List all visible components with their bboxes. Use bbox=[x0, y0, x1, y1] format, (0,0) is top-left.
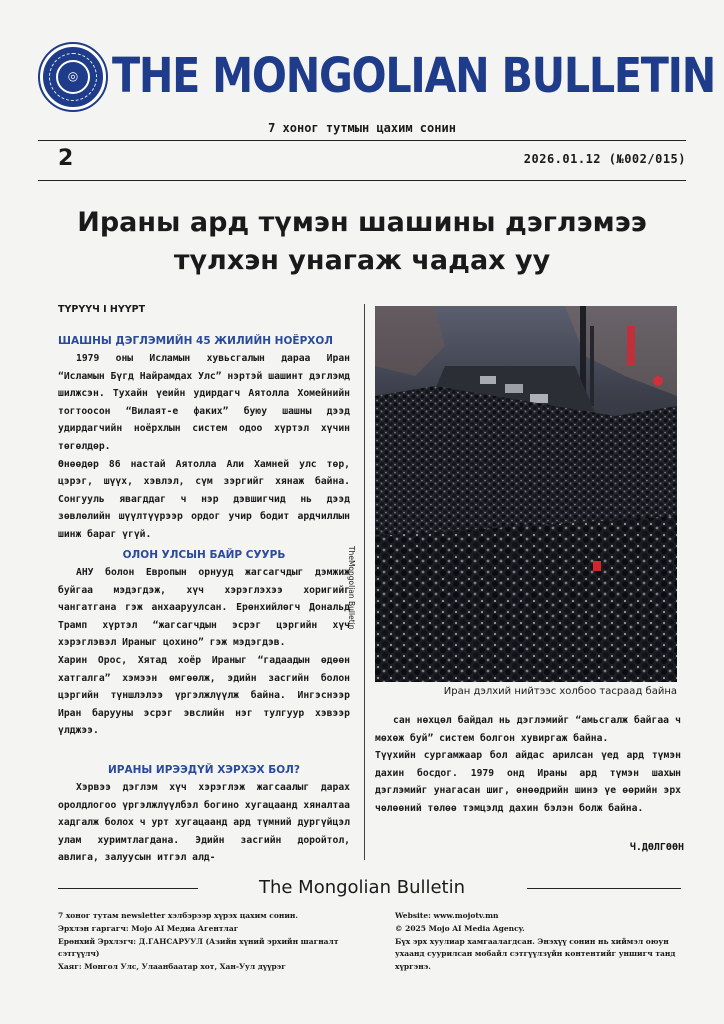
body-block-1 bbox=[58, 350, 350, 544]
footer-line: 7 хоног тутам newsletter хэлбэрээр хүрэх цахим сонин. bbox=[58, 911, 299, 920]
photo-credit: TheMongolian Bulletin bbox=[347, 546, 356, 630]
paragraph: Хэрвээ дэглэм хүч хэрэглэж жагсаалыг дарах оролдлогоо үргэлжлүүлбэл богино хугацаанд хяналтаа хадгалж болох ч урт хугацаанд ард түмний дургүйцэл улам хуримтлагдана. Эдийн засгийн доройтол, авлига, залуусын итгэл алд- bbox=[58, 782, 350, 864]
issue-dateline: 2026.01.12 (№002/015) bbox=[523, 152, 686, 166]
author-byline: Ч.ДӨЛГӨӨН bbox=[629, 842, 684, 853]
footer-line: Эрхлэн гаргагч: Mojo AI Медиа Агентлаг bbox=[58, 923, 239, 933]
footer-left-info bbox=[58, 910, 358, 974]
body-block-4 bbox=[375, 712, 681, 818]
footer-right-rule bbox=[527, 888, 681, 889]
globe-icon: ◎ bbox=[67, 69, 79, 83]
column-divider bbox=[364, 304, 365, 860]
paragraph: Өнөөдөр 86 настай Аятолла Али Хамней улс төр, цэрэг, шүүх, хэвлэл, сүм зэргийг хянаж байна. Сонгууль явагддаг ч нэр дэвшигчид нь дээд зөвлөлийн шүүлтүүрээр ордог учир бодит ардчиллын шинж бараг үгүй. bbox=[58, 458, 350, 540]
footer-rights-note: Бүх эрх хуулиар хамгаалагдсан. Энэхүү сонин нь хиймэл оюун ухаанд суурилсан мобайл сэтгүүлзүйн контентийг уншигч танд хүргэнэ. bbox=[395, 936, 676, 972]
footer-website: Website: www.mojotv.mn bbox=[395, 911, 499, 920]
footer-title: The Mongolian Bulletin bbox=[258, 877, 466, 898]
masthead bbox=[40, 42, 715, 114]
tagline: 7 хоног тутмын цахим сонин bbox=[268, 121, 456, 135]
footer-copyright: © 2025 Mojo AI Media Agency. bbox=[395, 923, 525, 933]
subhead-future: ИРАНЫ ИРЭЭДҮЙ ХЭРХЭХ БОЛ? bbox=[107, 764, 300, 776]
paragraph: АНУ болон Европын орнууд жагсагчдыг дэмжиж буйгаа мэдэгдэж, хүч хэрэглэхээ хоригийг чангатгана гэж анхааруулсан. Ерөнхийлөгч Дональд Трамп хүртэл “жагсагчдын эсрэг цэргийн хүч хэрэглэвэл Ираныг цохино” гэж мэдэгдэв. bbox=[58, 567, 350, 649]
header-bottom-divider bbox=[38, 180, 686, 181]
body-block-2 bbox=[58, 564, 350, 740]
headline-line-1: Ираны ард түмэн шашины дэглэмээ bbox=[77, 207, 647, 238]
protest-crowd-photo bbox=[375, 306, 677, 682]
paragraph: сан нөхцөл байдал нь дэглэмийг “амьсгалж байгаа ч мөхөж буй” систем болгон хувиргаж байна. bbox=[375, 715, 681, 744]
footer-right-info bbox=[395, 910, 685, 974]
brand-title: THE MONGOLIAN BULLETIN bbox=[112, 48, 715, 104]
footer-line: Ерөнхий Эрхлэгч: Д.ГАНСАРУУЛ (Азийн хүний эрхийн шагналт сэтгүүлч) bbox=[58, 936, 339, 959]
header-top-divider bbox=[38, 140, 686, 141]
page-number: 2 bbox=[58, 146, 74, 171]
subhead-regime-history: ШАШНЫ ДЭГЛЭМИЙН 45 ЖИЛИЙН НОЁРХОЛ bbox=[58, 335, 334, 347]
footer-line: Хаяг: Монгол Улс, Улаанбаатар хот, Хан-Уул дүүрэг bbox=[58, 962, 286, 972]
subhead-international: ОЛОН УЛСЫН БАЙР СУУРЬ bbox=[122, 549, 286, 561]
paragraph: Түүхийн сургамжаар бол айдас арилсан үед ард түмэн дахин босдог. 1979 онд Ираны ард түмэн шахын дэглэмийг унагасан шиг, өнөөдрийн шинэ үе өөрийн эрх чөлөөний төлөө тэмцэлд дахин бэлэн болж байна. bbox=[375, 750, 681, 814]
paragraph: Харин Орос, Хятад хоёр Ираныг “гадаадын өдөөн хатгалга” хэмээн өмгөөлж, эдийн засгийн болон цэргийн түншлэлээ үргэлжлүүлж байна. Ингэснээр Иран барууны эсрэг эвслийн нэг тулгуур хэвээр үлджээ. bbox=[58, 654, 350, 737]
crowd-image bbox=[375, 306, 677, 682]
paragraph: 1979 оны Исламын хувьсгалын дараа Иран “Исламын Бүгд Найрамдах Улс” нэртэй шашинт дэглэмд шилжсэн. Тухайн үеийн удирдагч Аятолла Хомейнийн тогтоосон “Вилаят-е факих” буюу шашны дээд удирдагчийн ноёрхлын систем одоо хүртэл хүчин төгөлдөр. bbox=[58, 353, 350, 452]
bulletin-seal-logo bbox=[40, 44, 106, 110]
section-label: ТҮРҮҮЧ I НҮҮРТ bbox=[58, 304, 146, 315]
photo-caption: Иран дэлхий нийтээс холбоо тасраад байна bbox=[443, 686, 677, 697]
headline-line-2: түлхэн унагаж чадах уу bbox=[173, 245, 551, 276]
article-headline bbox=[30, 204, 694, 280]
body-block-3 bbox=[58, 779, 350, 867]
